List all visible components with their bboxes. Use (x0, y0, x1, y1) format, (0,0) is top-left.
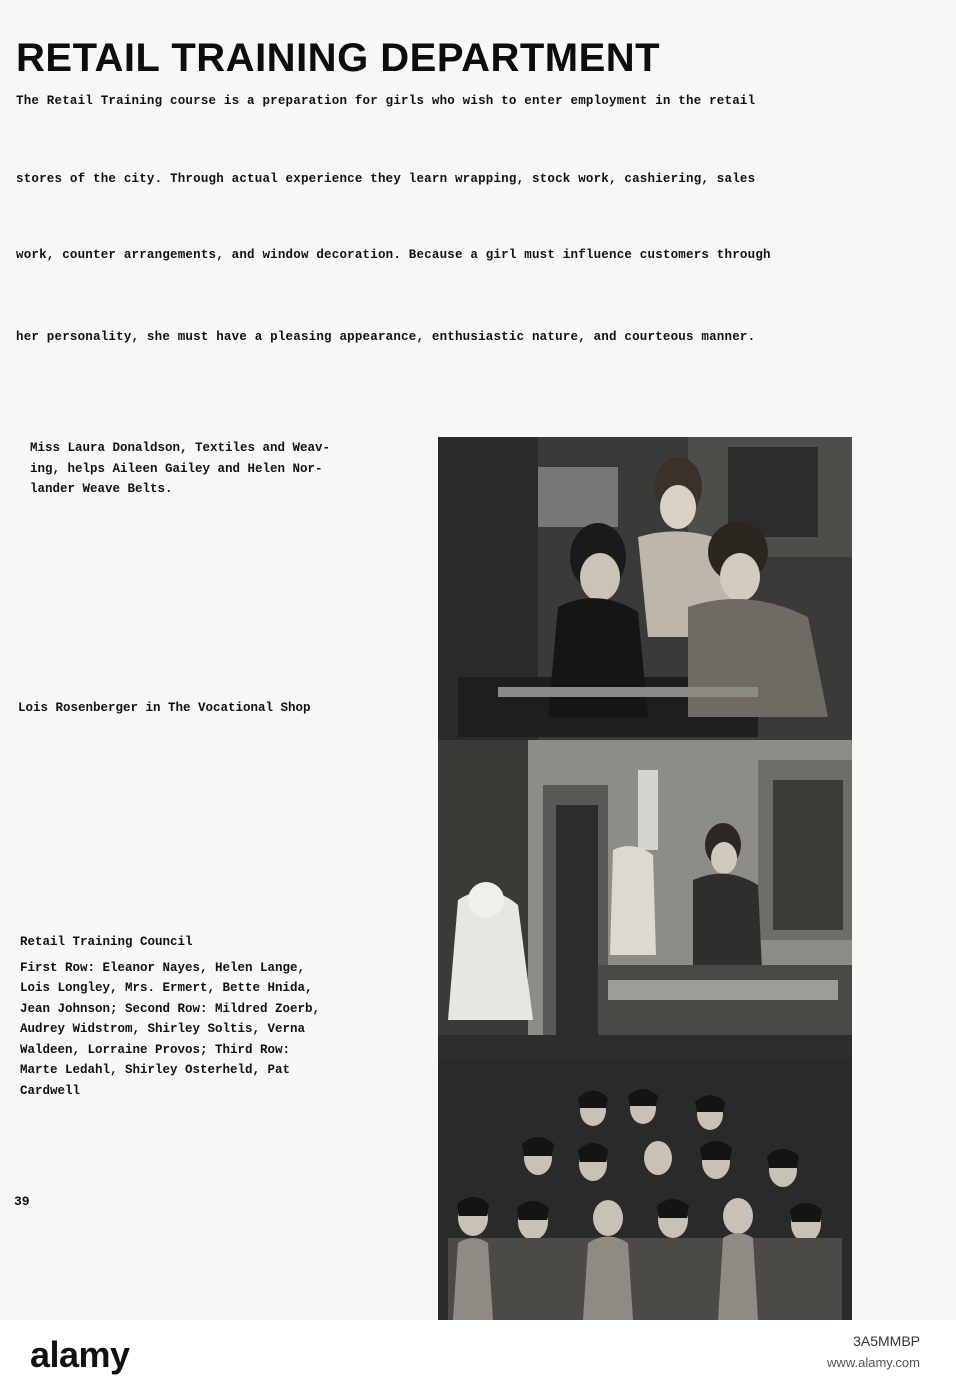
council-caption-line: Waldeen, Lorraine Provos; Third Row: (20, 1042, 291, 1057)
council-caption-line: First Row: Eleanor Nayes, Helen Lange, (20, 960, 306, 975)
council-caption-line: Lois Longley, Mrs. Ermert, Bette Hnida, (20, 981, 313, 995)
shop-photo (438, 740, 852, 1058)
intro-line-4: her personality, she must have a pleasing appearance, enthusiastic nature, and courteous manner. (16, 330, 756, 344)
council-caption-line: Jean Johnson; Second Row: Mildred Zoerb, (20, 1001, 321, 1016)
stock-footer (0, 1320, 956, 1390)
council-group-photo (438, 1058, 852, 1320)
page-number: 39 (14, 1194, 30, 1209)
page-title: RETAIL TRAINING DEPARTMENT (16, 36, 661, 80)
weaving-caption-line: Miss Laura Donaldson, Textiles and Weav- (30, 441, 331, 455)
weaving-photo (438, 437, 852, 740)
council-caption-line: Cardwell (20, 1083, 81, 1098)
council-caption (20, 932, 420, 1101)
weaving-caption-line: lander Weave Belts. (30, 482, 173, 496)
footer-url[interactable]: www.alamy.com (827, 1355, 920, 1370)
council-caption-line: Marte Ledahl, Shirley Osterheld, Pat (20, 1063, 291, 1077)
shop-caption: Lois Rosenberger in The Vocational Shop (18, 701, 311, 715)
council-title: Retail Training Council (20, 935, 193, 949)
intro-line-2: stores of the city. Through actual experience they learn wrapping, stock work, cashiering, sales (16, 172, 756, 186)
weaving-caption-line: ing, helps Aileen Gailey and Helen Nor- (30, 461, 323, 476)
image-reference (827, 1330, 920, 1374)
council-caption-line: Audrey Widstrom, Shirley Soltis, Verna (20, 1022, 306, 1036)
intro-line-1: The Retail Training course is a preparation for girls who wish to enter employment in the retail (16, 94, 756, 108)
weaving-caption (30, 438, 410, 500)
image-id: 3A5MMBP (853, 1333, 920, 1349)
alamy-logo: alamy (30, 1334, 130, 1375)
intro-line-3: work, counter arrangements, and window decoration. Because a girl must influence customers through (16, 248, 771, 262)
